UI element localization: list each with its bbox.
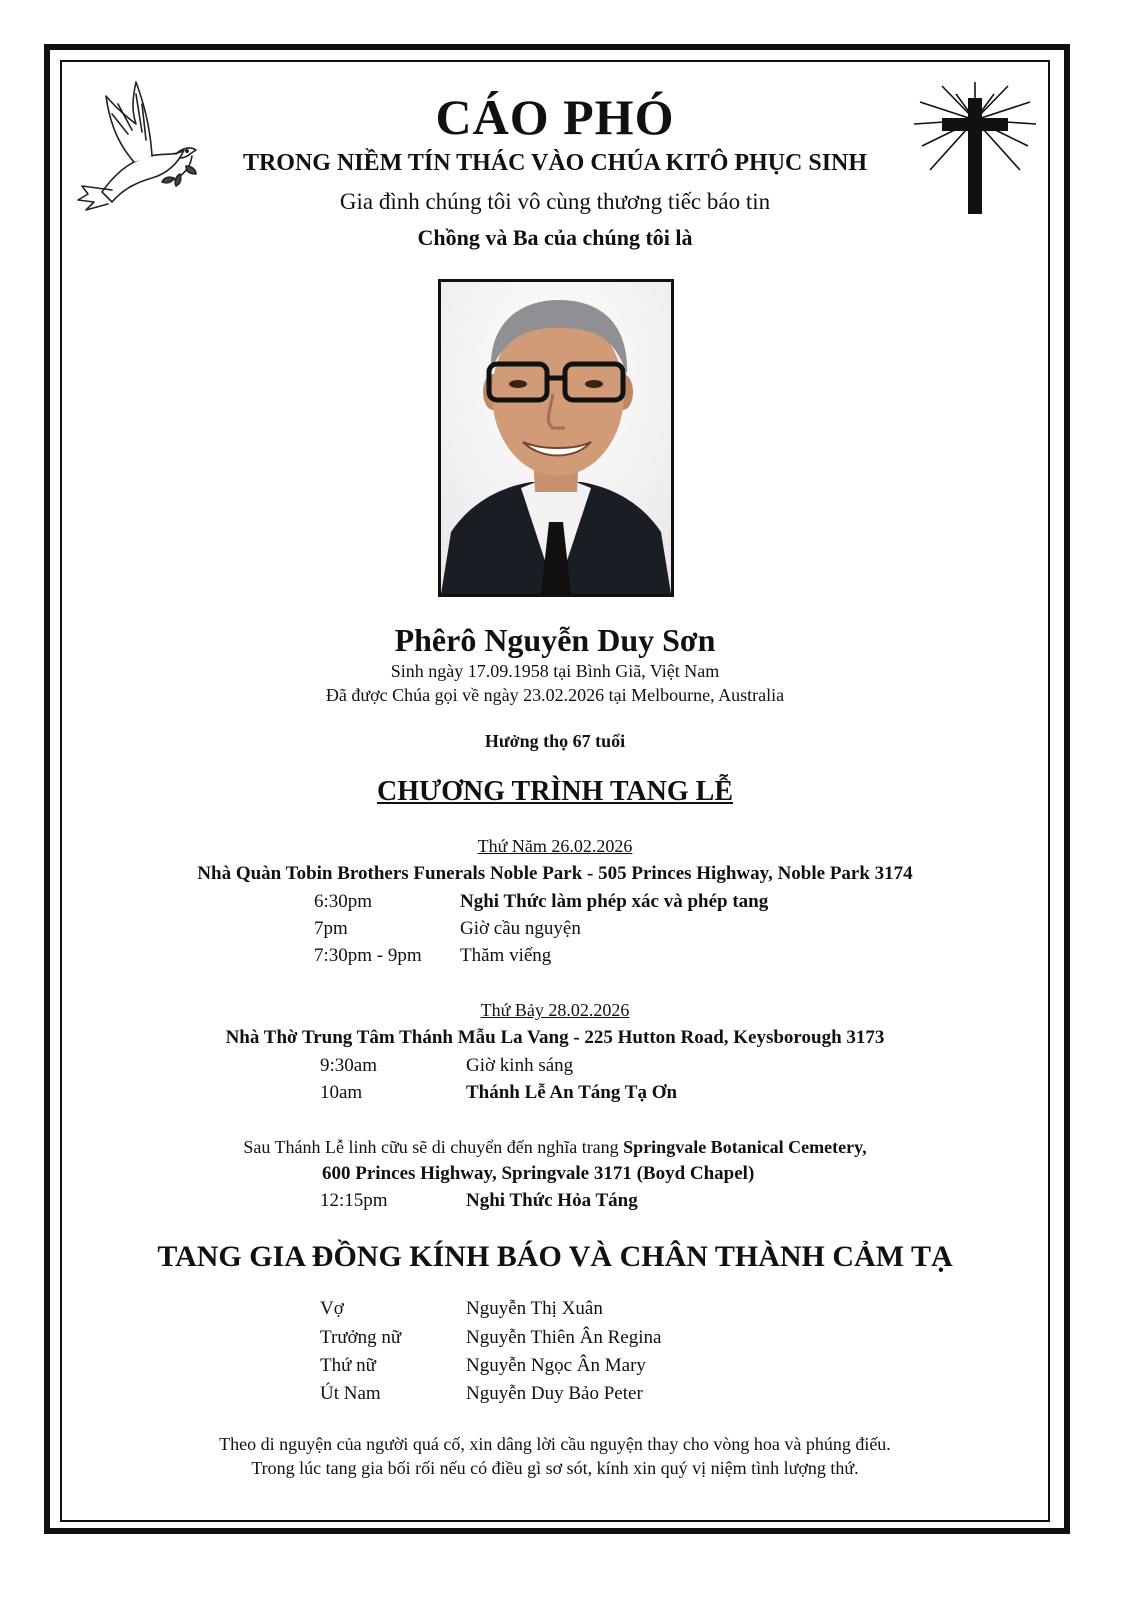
family-member xyxy=(320,1355,646,1377)
family-role: Vợ xyxy=(320,1298,344,1319)
death-info: Đã được Chúa gọi về ngày 23.02.2026 tại Melbourne, Australia xyxy=(325,685,785,705)
faith-subtitle: TRONG NIỀM TÍN THÁC VÀO CHÚA KITÔ PHỤC SINH xyxy=(242,150,868,176)
program-heading: CHƯƠNG TRÌNH TANG LỄ xyxy=(376,776,733,807)
schedule-row xyxy=(320,1190,638,1212)
family-name: Nguyễn Thị Xuân xyxy=(466,1298,603,1319)
burial-text: Sau Thánh Lễ linh cữu sẽ di chuyển đến nghĩa trang xyxy=(243,1137,624,1157)
schedule-time: 6:30pm xyxy=(314,891,373,912)
burial-address: 600 Princes Highway, Springvale 3171 (Boyd Chapel) xyxy=(322,1163,755,1184)
schedule-time: 9:30am xyxy=(320,1055,377,1076)
schedule-event: Nghi Thức làm phép xác và phép tang xyxy=(460,891,769,912)
day2-date: Thứ Bảy 28.02.2026 xyxy=(480,1000,630,1020)
schedule-row xyxy=(314,945,552,967)
family-role: Thứ nữ xyxy=(320,1355,376,1376)
family-name: Nguyễn Thiên Ân Regina xyxy=(466,1327,662,1348)
day1-date: Thứ Năm 26.02.2026 xyxy=(477,836,633,856)
age-info: Hưởng thọ 67 tuổi xyxy=(484,731,626,751)
family-name: Nguyễn Duy Bảo Peter xyxy=(466,1383,643,1404)
portrait-photo xyxy=(438,279,674,597)
deceased-name: Phêrô Nguyễn Duy Sơn xyxy=(394,622,716,658)
schedule-time: 7:30pm - 9pm xyxy=(314,945,422,966)
relation-text: Chồng và Ba của chúng tôi là xyxy=(417,225,693,250)
schedule-row xyxy=(314,891,769,913)
family-role: Trưởng nữ xyxy=(320,1327,402,1348)
family-member xyxy=(320,1327,662,1349)
burial-line-1 xyxy=(60,1137,1050,1158)
schedule-row xyxy=(314,918,581,940)
schedule-row xyxy=(320,1082,678,1104)
schedule-time: 10am xyxy=(320,1082,363,1103)
birth-info: Sinh ngày 17.09.1958 tại Bình Giã, Việt Nam xyxy=(390,661,720,681)
family-name: Nguyễn Ngọc Ân Mary xyxy=(466,1355,646,1376)
family-member xyxy=(320,1383,643,1405)
family-heading: TANG GIA ĐỒNG KÍNH BÁO VÀ CHÂN THÀNH CẢM TẠ xyxy=(157,1240,953,1273)
schedule-event: Nghi Thức Hỏa Táng xyxy=(466,1190,638,1211)
schedule-event: Thánh Lễ An Táng Tạ Ơn xyxy=(466,1082,678,1103)
day2-venue: Nhà Thờ Trung Tâm Thánh Mẫu La Vang - 225 Hutton Road, Keysborough 3173 xyxy=(225,1027,885,1048)
family-member xyxy=(320,1298,603,1320)
cemetery-name: Springvale Botanical Cemetery, xyxy=(623,1137,867,1157)
day1-venue: Nhà Quàn Tobin Brothers Funerals Noble Park - 505 Princes Highway, Noble Park 3174 xyxy=(197,863,913,884)
schedule-time: 7pm xyxy=(314,918,348,939)
schedule-row xyxy=(320,1055,574,1077)
schedule-event: Thăm viếng xyxy=(460,945,552,966)
page-title: CÁO PHÓ xyxy=(435,89,675,145)
schedule-event: Giờ kinh sáng xyxy=(466,1055,574,1076)
closing-line-2: Trong lúc tang gia bối rối nếu có điều gì sơ sót, kính xin quý vị niệm tình lượng thứ. xyxy=(251,1458,859,1478)
closing-line-1: Theo di nguyện của người quá cố, xin dâng lời cầu nguyện thay cho vòng hoa và phúng điếu. xyxy=(219,1434,891,1454)
schedule-event: Giờ cầu nguyện xyxy=(460,918,581,939)
intro-text: Gia đình chúng tôi vô cùng thương tiếc báo tin xyxy=(339,189,771,214)
schedule-time: 12:15pm xyxy=(320,1190,388,1211)
family-role: Út Nam xyxy=(320,1383,381,1404)
